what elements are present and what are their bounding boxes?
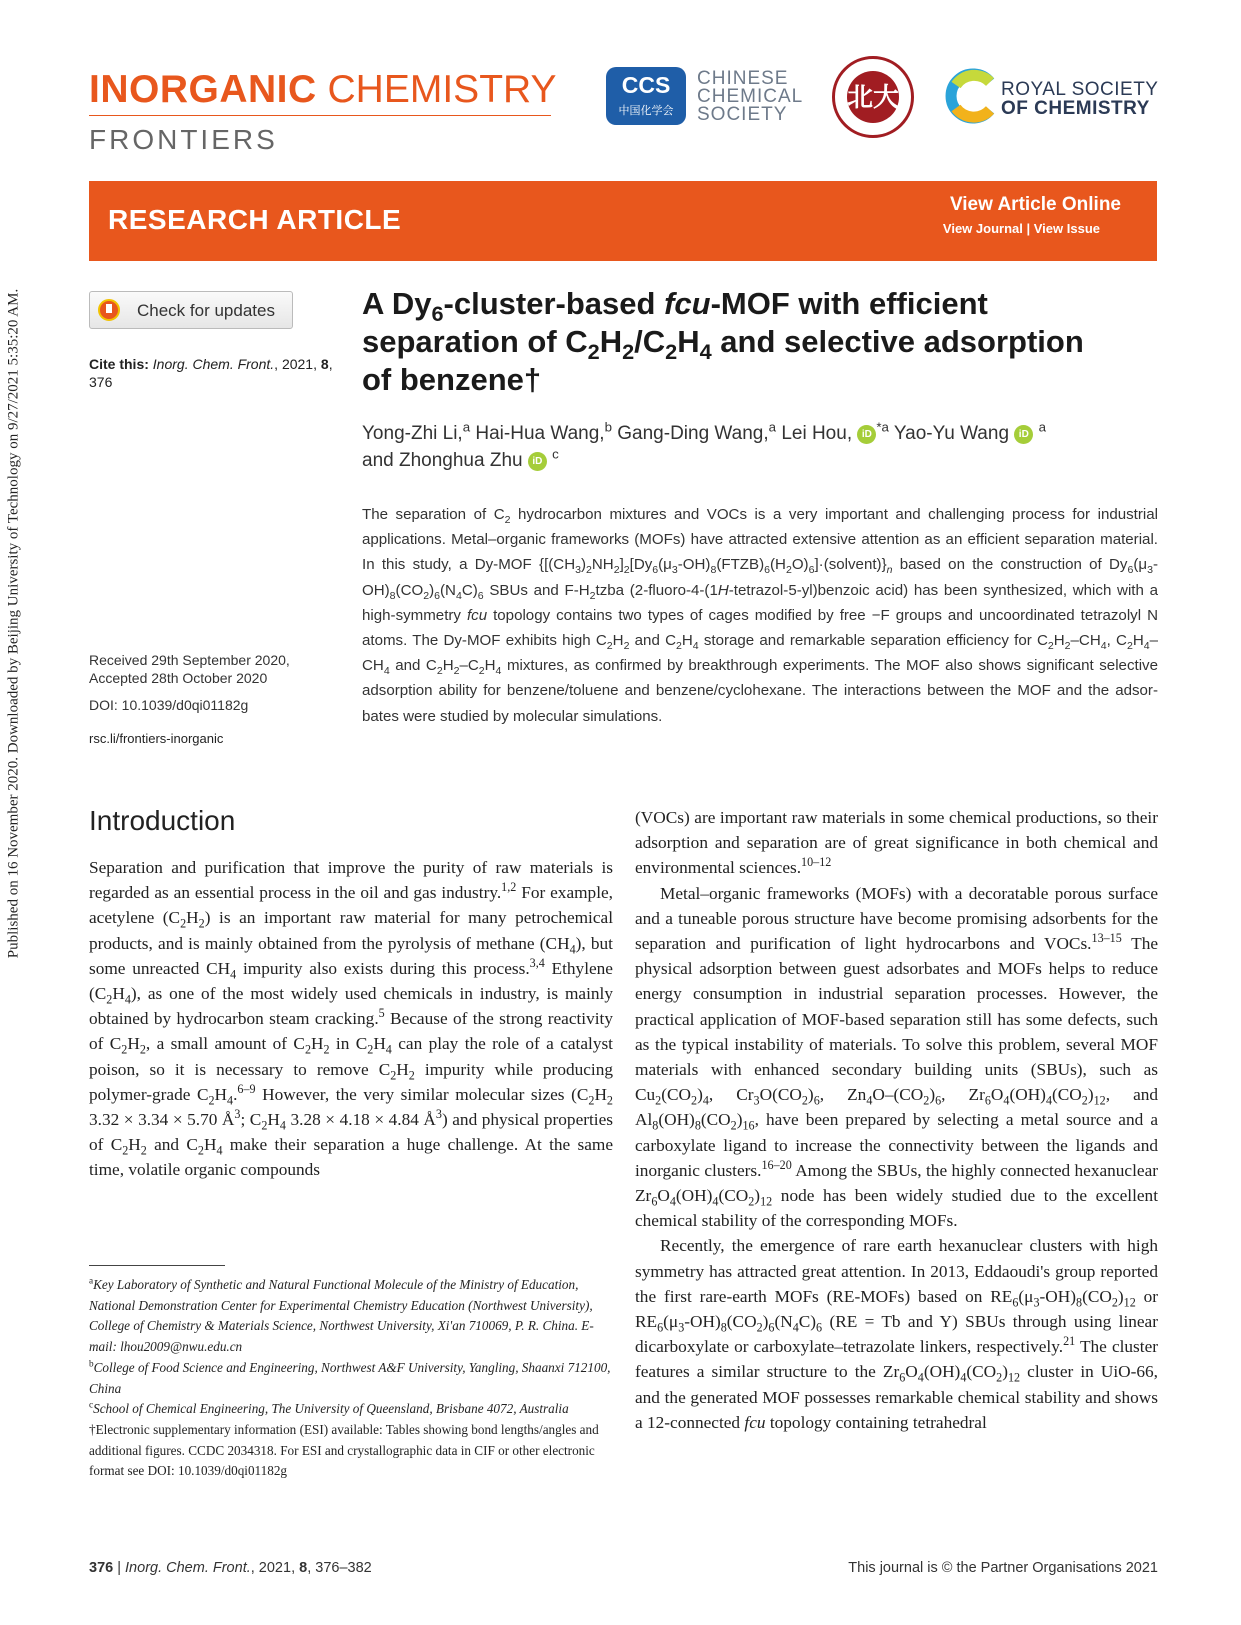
author-list: Yong-Zhi Li,$^a$ Hai-Hua Wang,$^b$ Gang-Ding Wang,$^a$ Lei Hou, iD $^{*a}$ Yao-Yu Wang iD $^a$ and Zhonghua Zhu iD $^c$ [362, 419, 1046, 471]
ccs-name: CHINESE CHEMICAL SOCIETY [697, 68, 804, 125]
body-text-right-column: (VOCs) are important raw materials in some chemical productions, so their adsorption and separation are of great significance in both chemical and environmental sciences.$^{10-12}$ Metal–organic frameworks (MOFs) with a decoratable porous surface and a tuneable porous structure have become promising adsorbents for the separation and purification of light hydrocarbons and VOCs.$^{13-15}$ The physical adsorption between guest adsorbates and MOFs helps to reduce energy consumption in industrial separation processes. However, the practical application of MOF-based separation still has some defects, such as the typical instability of materials. To solve this problem, several MOF materials with enhanced secondary building units (SBUs), such as $Cu_2(CO_2)_4$, $Cr_3O(CO_2)_6$, $Zn_4O-(CO_2)_6$, $Zr_6O_4(OH)_4(CO_2)_{12}$, and $Al_8(OH)_8(CO_2)_{16}$, have been prepared by selecting a metal source and a carboxylate ligand to increase the connectivity between the ligands and inorganic clusters.$^{16-20}$ Among the SBUs, the highly connected hexanuclear $Zr_6O_4(OH)_4(CO_2)_{12}$ node has been widely studied due to the excellent chemical stability of the corresponding MOFs. Recently, the emergence of rare earth hexanuclear clusters with high symmetry has attracted great attention. In 2013, Eddaoudi's group reported the first rare-earth MOFs (RE-MOFs) based on $RE_6(\mu_3-OH)_8(CO_2)_{12}$ or $RE_6(\mu_3-OH)_8(CO_2)_6(N_4C)_6$ (RE = Tb and Y) SBUs through using linear dicarboxylate or carboxylate–tetrazolate linkers, respectively.$^{21}$ The cluster features a similar structure to the $Zr_6O_4(OH)_4(CO_2)_{12}$ cluster in UiO-66, and the generated MOF possesses remarkable chemical stability and shows a 12-connected fcu topology containing tetrahedral [635, 808, 1159, 1432]
article-banner [89, 181, 1157, 261]
journal-name: INORGANIC CHEMISTRY [89, 68, 557, 111]
doi[interactable]: DOI: 10.1039/d0qi01182g [89, 697, 249, 713]
check-for-updates-button[interactable]: Check for updates [89, 291, 293, 329]
orcid-icon[interactable]: iD [528, 452, 547, 471]
download-note: Published on 16 November 2020. Downloaded by Beijing University of Technology on 9/27/2021 5:35:20 AM. [5, 288, 22, 959]
view-article-online-link[interactable]: View Article Online [949, 194, 1121, 215]
view-journal-link[interactable]: View Journal [942, 221, 1023, 236]
footnote-rule [89, 1265, 225, 1266]
rsc-name: ROYAL SOCIETY OF CHEMISTRY [1001, 79, 1159, 119]
view-issue-link[interactable]: View Issue [1033, 221, 1100, 236]
footnotes: $^a$Key Laboratory of Synthetic and Natural Functional Molecule of the Ministry of Education, National Demonstration Center for Experimental Chemistry Education (Northwest University), College of Chemistry & Materials Science, Northwest University, Xi'an 710069, P. R. China. E-mail: lhou2009@nwu.edu.cn $^b$College of Food Science and Engineering, Northwest A&F University, Yangling, Shaanxi 712100, China $^c$School of Chemical Engineering, The University of Queensland, Brisbane 4072, Australia †Electronic supplementary information (ESI) available: Tables showing bond lengths/angles and additional figures. CCDC 2034318. For ESI and crystallographic data in CIF or other electronic format see DOI: 10.1039/d0qi01182g [89, 1275, 611, 1479]
dates [89, 651, 349, 687]
received-date: Received 29th September 2020, [89, 652, 290, 668]
orcid-icon[interactable]: iD [1014, 425, 1033, 444]
orcid-icon[interactable]: iD [857, 425, 876, 444]
bookmark-icon [98, 299, 120, 321]
view-links: View Journal | View Issue [942, 221, 1100, 236]
journal-subtitle: FRONTIERS [89, 124, 278, 155]
abstract: The separation of $C_2$ hydrocarbon mixtures and VOCs is a very important and challenging process for industrial applications. Metal–organic frameworks (MOFs) have attracted extensive attention as an efficient separation material. In this study, a Dy-MOF $\{[(CH_3)_2NH_2]_2[Dy_6(\mu_3-OH)_8(FTZB)_6(H_2O)_6]\cdot(solvent)\}_n$ based on the construction of $Dy_6(\mu_3-OH)_8(CO_2)_6(N_4C)_6$ SBUs and $F-H_2tzba$ (2-fluoro-4-(1H-tetrazol-5-yl)benzoic acid) has been synthesized, which with a high-symmetry fcu topology contains two types of cages modified by free −F groups and uncoordinated tetrazolyl N atoms. The Dy-MOF exhibits high $C_2H_2$ and $C_2H_4$ storage and remarkable separation efficiency for $C_2H_2-CH_4$, $C_2H_4-CH_4$ and $C_2H_2-C_2H_4$ mixtures, as confirmed by breakthrough experiments. The MOF also shows significant selective adsorption ability for benzene/toluene and benzene/cyclohexane. The interactions between the MOF and the adsorbates were studied by molecular simulations. [362, 506, 1158, 725]
article-type: RESEARCH ARTICLE [108, 204, 402, 235]
article-title: A $Dy_6-cluster$-based fcu-MOF with efficient separation of $C_2H_2/C_2H_4$ and selective adsorption of benzene† [362, 286, 1084, 397]
masthead-rule [89, 115, 551, 116]
citation: Cite this: Inorg. Chem. Front., 2021, 8, 376 [89, 356, 333, 390]
rsc-logo-icon [944, 68, 1000, 124]
page-footer-right: This journal is © the Partner Organisations 2021 [848, 1560, 1158, 1576]
peking-university-seal: 北大 [832, 56, 914, 138]
journal-link[interactable]: rsc.li/frontiers-inorganic [89, 731, 224, 746]
accepted-date: Accepted 28th October 2020 [89, 670, 268, 686]
section-heading-introduction: Introduction [89, 805, 236, 836]
body-text-left-column: Separation and purification that improve the purity of raw materials is regarded as an essential process in the oil and gas industry.$^{1,2}$ For example, acetylene $(C_2H_2)$ is an important raw material for many petrochemical products, and is mainly obtained from the pyrolysis of methane $(CH_4)$, but some unreacted $CH_4$ impurity also exists during this process.$^{3,4}$ Ethylene $(C_2H_4)$, as one of the most widely used chemicals in industry, is mainly obtained by hydrocarbon steam cracking.$^5$ Because of the strong reactivity of $C_2H_2$, a small amount of $C_2H_2$ in $C_2H_4$ can play the role of a catalyst poison, so it is necessary to remove $C_2H_2$ impurity while producing polymer-grade $C_2H_4.^{6-9}$ However, the very similar molecular sizes ($C_2H_2$ 3.32 × 3.34 × 5.70 $Å^3$; $C_2H_4$ 3.28 × 4.18 × 4.84 $Å^3$) and physical properties of $C_2H_2$ and $C_2H_4$ make their separation a huge challenge. At the same time, volatile organic compounds [89, 858, 613, 1180]
page-footer-left: 376 | Inorg. Chem. Front., 2021, 8, 376–382 [89, 1560, 372, 1576]
ccs-logo: CCS 中国化学会 [606, 67, 686, 125]
